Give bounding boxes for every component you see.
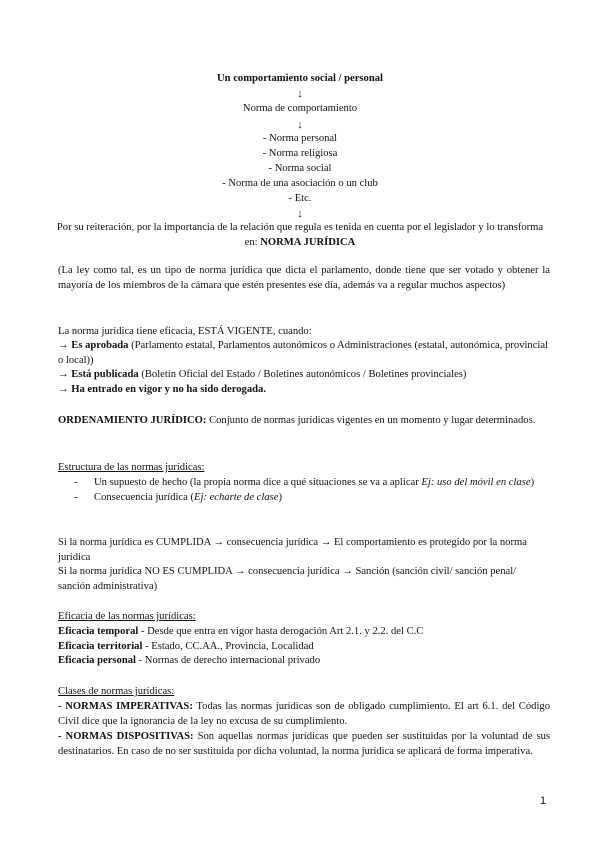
- estructura-list: [58, 476, 550, 505]
- cumplida-paragraph: Si la norma jurídica es CUMPLIDA → consecuencia jurídica → El comportamiento es protegido por la norma jurídica: [58, 537, 527, 563]
- down-arrow: ↓: [297, 88, 303, 100]
- eficacia-item: Eficacia territorial - Estado, CC.AA., Provincia, Localidad: [58, 640, 314, 652]
- vigente-list: [58, 339, 550, 397]
- flow-item: - Norma religiosa: [262, 148, 338, 159]
- eficacia-heading: Eficacia de las normas jurídicas:: [58, 611, 196, 622]
- flow-conclusion: Por su reiteración, por la importancia de la relación que regula es tenida en cuenta por el legislador y lo transforma en: NORMA JURÍDICA: [56, 222, 544, 248]
- eficacia-intro: La norma jurídica tiene eficacia, ESTÁ VIGENTE, cuando:: [58, 326, 312, 337]
- vigente-item: → Es aprobada (Parlamento estatal, Parlamentos autonómicos o Administraciones (estatal, autonómica, provincial o local)): [58, 340, 548, 366]
- eficacia-item: Eficacia temporal - Desde que entra en vigor hasta derogación Art 2.1. y 2.2. del C.C: [58, 626, 424, 637]
- flow-title: Un comportamiento social / personal: [217, 73, 383, 84]
- flow-item: - Norma de una asociación o un club: [222, 178, 378, 189]
- ley-paragraph: (La ley como tal, es un tipo de norma jurídica que dicta el parlamento, donde tiene que ser votado y obtener la mayoría de los miembros de la cámara que estén presentes ese día, además va a regular muchos aspectos): [58, 265, 550, 291]
- eficacia-list: [58, 625, 550, 669]
- dispositivas-paragraph: - NORMAS DISPOSITIVAS: Son aquellas normas jurídicas que pueden ser sustituidas por la voluntad de sus destinatarios. En caso de no ser sustituida por dicha voluntad, la norma jurídica se aplicará de forma imperativa.: [58, 731, 550, 757]
- norma-comportamiento: Norma de comportamiento: [242, 103, 358, 114]
- estructura-item: - Consecuencia jurídica (Ej: echarte de clase): [74, 491, 282, 503]
- estructura-heading: Estructura de las normas jurídicas:: [58, 462, 205, 473]
- eficacia-item: Eficacia personal - Normas de derecho internacional privado: [58, 655, 321, 667]
- vigente-item: → Ha entrado en vigor y no ha sido derogada.: [58, 383, 266, 395]
- ordenamiento-paragraph: ORDENAMIENTO JURÍDICO: Conjunto de normas jurídicas vigentes en un momento y lugar determinados.: [58, 415, 536, 426]
- flow-item: - Norma personal: [262, 133, 338, 144]
- down-arrow: ↓: [297, 119, 303, 131]
- no-cumplida-paragraph: Si la norma jurídica NO ES CUMPLIDA → consecuencia jurídica → Sanción (sanción civil/ sanción penal/ sanción administrativa): [58, 566, 517, 592]
- vigente-item: → Está publicada (Boletín Oficial del Estado / Boletines autonómicos / Boletines provinciales): [58, 369, 467, 381]
- flow-item: - Etc.: [288, 193, 312, 204]
- imperativas-paragraph: - NORMAS IMPERATIVAS: Todas las normas jurídicas son de obligado cumplimiento. El art 6.1. del Código Civil dice que la ignorancia de la ley no excusa de su cumplimiento.: [58, 701, 550, 727]
- page-number: 1: [540, 795, 547, 807]
- down-arrow: ↓: [297, 208, 303, 220]
- clases-heading: Clases de normas jurídicas:: [58, 686, 175, 697]
- flow-item: - Norma social: [268, 163, 332, 174]
- estructura-item: - Un supuesto de hecho (la propia norma dice a qué situaciones se va a aplicar Ej: uso del móvil en clase): [74, 477, 535, 488]
